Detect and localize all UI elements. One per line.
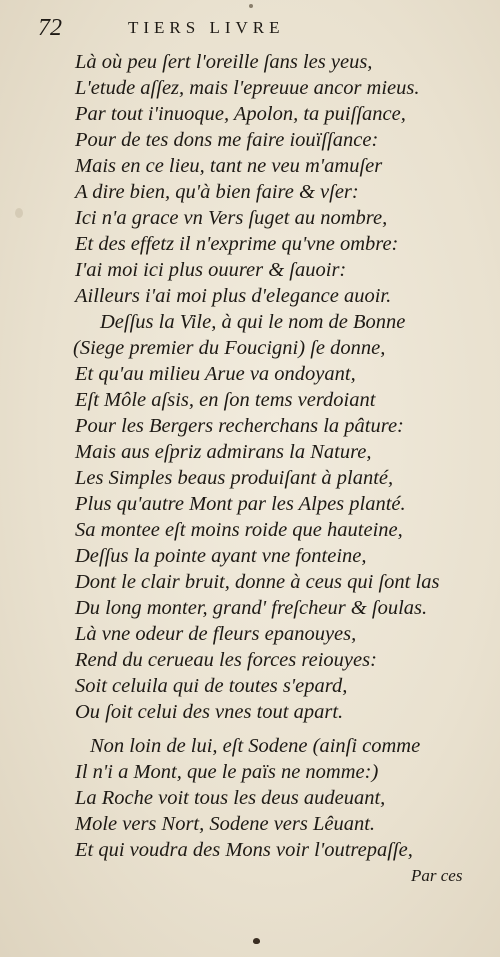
verse-line: Rend du cerueau les forces reiouyes: bbox=[75, 649, 377, 671]
running-head: TIERS LIVRE bbox=[128, 18, 285, 37]
verse-line: Du long monter, grand' freſcheur & ſoulas. bbox=[75, 597, 428, 619]
print-speck bbox=[249, 4, 253, 8]
page-number: 72 bbox=[38, 15, 62, 41]
verse-line: A dire bien, qu'à bien faire & vſer: bbox=[75, 181, 359, 203]
verse-line: Et des effetz il n'exprime qu'vne ombre: bbox=[75, 233, 399, 255]
verse-line: Et qui voudra des Mons voir l'outrepaſſe, bbox=[75, 839, 413, 861]
verse-line: Non loin de lui, eſt Sodene (ainſi comme bbox=[90, 735, 421, 757]
verse-line: Par tout i'inuoque, Apolon, ta puiſſance, bbox=[75, 103, 406, 125]
verse-line: I'ai moi ici plus ouurer & ſauoir: bbox=[75, 259, 347, 281]
verse-line: Plus qu'autre Mont par les Alpes planté. bbox=[75, 493, 406, 515]
verse-line: Les Simples beaus produiſant à planté, bbox=[75, 467, 394, 489]
verse-line: Ailleurs i'ai moi plus d'elegance auoir. bbox=[75, 285, 392, 307]
verse-line: Ou ſoit celui des vnes tout apart. bbox=[75, 701, 344, 723]
verse-line: Mole vers Nort, Sodene vers Lêuant. bbox=[75, 813, 376, 835]
verse-line: Pour les Bergers recherchans la pâture: bbox=[75, 415, 404, 437]
verse-line: Il n'i a Mont, que le païs ne nomme:) bbox=[75, 761, 379, 783]
verse-line: L'etude aſſez, mais l'epreuue ancor mieus. bbox=[75, 77, 420, 99]
verse-line: Et qu'au milieu Arue va ondoyant, bbox=[75, 363, 356, 385]
verse-line: Sa montee eſt moins roide que hauteine, bbox=[75, 519, 403, 541]
verse-line: Là vne odeur de fleurs epanouyes, bbox=[75, 623, 357, 645]
verse-line: Mais en ce lieu, tant ne veu m'amuſer bbox=[75, 155, 383, 177]
verse-line: (Siege premier du Foucigni) ſe donne, bbox=[73, 337, 386, 359]
verse-line: Pour de tes dons me faire iouïſſance: bbox=[75, 129, 379, 151]
ornament-mark bbox=[253, 938, 260, 944]
verse-line: Là où peu ſert l'oreille ſans les yeus, bbox=[75, 51, 373, 73]
verse-line: Mais aus eſpriz admirans la Nature, bbox=[75, 441, 372, 463]
verse-line: Eſt Môle aſsis, en ſon tems verdoiant bbox=[75, 389, 376, 411]
verse-line: La Roche voit tous les deus audeuant, bbox=[75, 787, 386, 809]
verse-line: Dont le clair bruit, donne à ceus qui ſont las bbox=[75, 571, 440, 593]
page-header bbox=[38, 14, 458, 40]
verse-line: Deſſus la pointe ayant vne fonteine, bbox=[75, 545, 367, 567]
page-smudge bbox=[15, 208, 23, 218]
verse-line: Deſſus la Vile, à qui le nom de Bonne bbox=[100, 311, 406, 333]
verse-line: Ici n'a grace vn Vers ſuget au nombre, bbox=[75, 207, 388, 229]
catchword: Par ces bbox=[411, 866, 463, 885]
verse-line: Soit celuila qui de toutes s'epard, bbox=[75, 675, 348, 697]
